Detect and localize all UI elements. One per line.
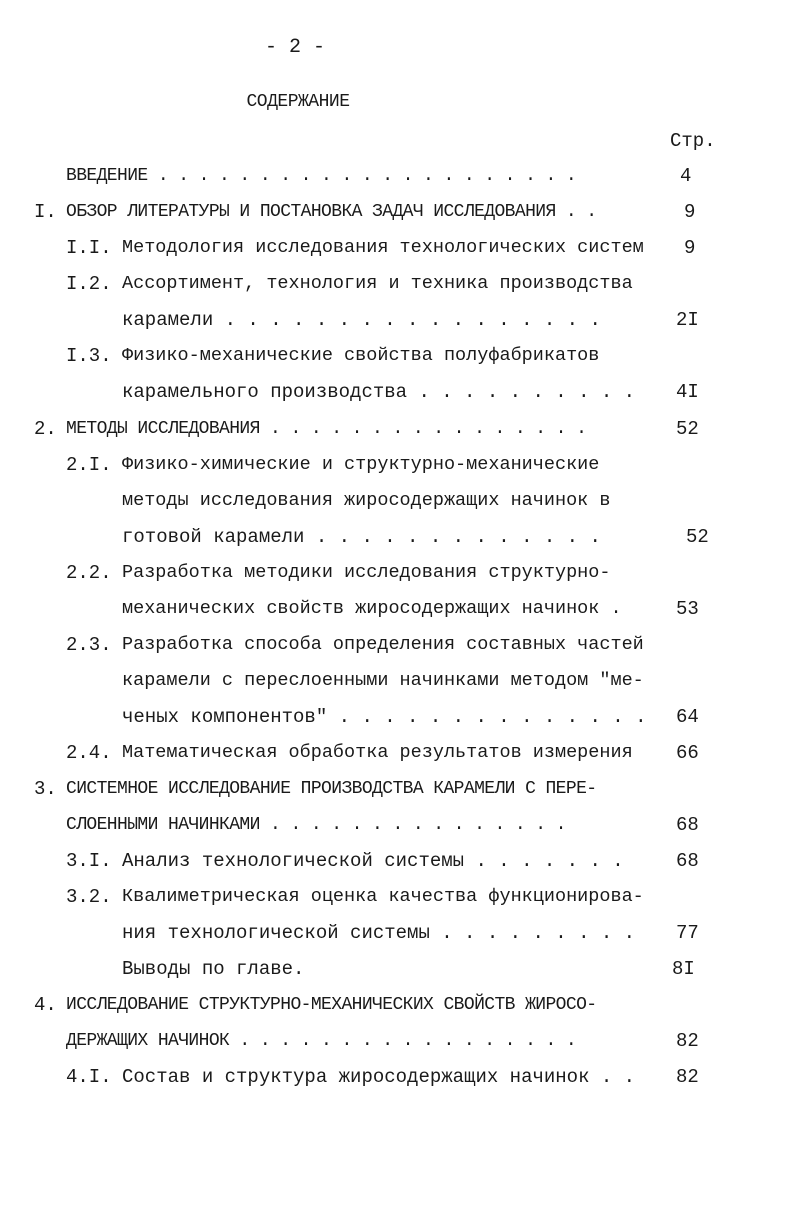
- toc-entry-text: Анализ технологической системы . . . . . . .: [122, 850, 624, 872]
- toc-entry-text: Квалиметрическая оценка качества функционирова-: [122, 886, 644, 907]
- toc-line: [0, 343, 796, 369]
- toc-entry-page: 9: [684, 201, 696, 223]
- toc-entry-text: Методология исследования технологических систем: [122, 237, 644, 258]
- toc-line: [0, 524, 796, 550]
- toc-entry-page: 82: [676, 1066, 699, 1088]
- toc-entry-number: 4.: [34, 994, 57, 1016]
- toc-entry-number: 3.: [34, 778, 57, 800]
- toc-entry-page: 52: [676, 418, 699, 440]
- toc-entry-number: 2.3.: [66, 634, 112, 656]
- toc-line: [0, 163, 796, 189]
- toc-entry-text: СИСТЕМНОЕ ИССЛЕДОВАНИЕ ПРОИЗВОДСТВА КАРАМЕЛИ С ПЕРЕ-: [66, 779, 597, 799]
- toc-entry-number: 2.2.: [66, 562, 112, 584]
- toc-entry-number: I.: [34, 201, 57, 223]
- toc-entry-number: 2.I.: [66, 454, 112, 476]
- toc-line: [0, 776, 796, 802]
- toc-entry-page: 8I: [672, 958, 695, 980]
- toc-entry-text: ния технологической системы . . . . . . . . .: [122, 922, 636, 944]
- toc-entry-text: Разработка способа определения составных частей: [122, 634, 644, 655]
- toc-entry-number: 4.I.: [66, 1066, 112, 1088]
- toc-line: [0, 956, 796, 982]
- toc-line: [0, 307, 796, 333]
- toc-entry-page: 66: [676, 742, 699, 764]
- toc-entry-text: Физико-механические свойства полуфабрикатов: [122, 345, 600, 366]
- toc-entry-text: Физико-химические и структурно-механические: [122, 454, 600, 475]
- toc-line: [0, 812, 796, 838]
- toc-entry-page: 77: [676, 922, 699, 944]
- toc-entry-text: Математическая обработка результатов измерения: [122, 742, 633, 763]
- toc-entry-page: 68: [676, 814, 699, 836]
- toc-line: [0, 199, 796, 225]
- toc-entry-text: карамельного производства . . . . . . . . . .: [122, 381, 636, 403]
- toc-line: [0, 740, 796, 766]
- toc-entry-page: 2I: [676, 309, 699, 331]
- page-title: СОДЕРЖАНИЕ: [246, 92, 350, 112]
- toc-entry-text: Ассортимент, технология и техника производства: [122, 273, 633, 294]
- toc-entry-text: готовой карамели . . . . . . . . . . . . .: [122, 526, 601, 548]
- toc-line: [0, 632, 796, 658]
- toc-line: [0, 704, 796, 730]
- toc-entry-text: механических свойств жиросодержащих начинок .: [122, 598, 622, 619]
- toc-entry-text: ОБЗОР ЛИТЕРАТУРЫ И ПОСТАНОВКА ЗАДАЧ ИССЛЕДОВАНИЯ . .: [66, 202, 597, 222]
- toc-line: [0, 668, 796, 694]
- toc-line: [0, 992, 796, 1018]
- toc-entry-text: Разработка методики исследования структурно-: [122, 562, 611, 583]
- toc-entry-text: карамели с переслоенными начинками методом "ме-: [122, 670, 644, 691]
- toc-entry-number: 2.: [34, 418, 57, 440]
- toc-line: [0, 1028, 796, 1054]
- toc-entry-text: ИССЛЕДОВАНИЕ СТРУКТУРНО-МЕХАНИЧЕСКИХ СВОЙСТВ ЖИРОСО-: [66, 995, 597, 1015]
- toc-line: [0, 1064, 796, 1090]
- toc-entry-text: ВВЕДЕНИЕ . . . . . . . . . . . . . . . . . . . . .: [66, 166, 577, 186]
- toc-line: [0, 848, 796, 874]
- toc-entry-text: карамели . . . . . . . . . . . . . . . . .: [122, 309, 601, 331]
- toc-entry-text: МЕТОДЫ ИССЛЕДОВАНИЯ . . . . . . . . . . . . . . . .: [66, 419, 587, 439]
- toc-entry-page: 4I: [676, 381, 699, 403]
- toc-line: [0, 488, 796, 514]
- toc-entry-number: I.I.: [66, 237, 112, 259]
- toc-entry-text: Состав и структура жиросодержащих начинок . .: [122, 1066, 636, 1088]
- toc-entry-number: 3.I.: [66, 850, 112, 872]
- page-column-label: Стр.: [670, 130, 716, 152]
- toc-entry-number: 2.4.: [66, 742, 112, 764]
- toc-line: [0, 560, 796, 586]
- toc-entry-page: 68: [676, 850, 699, 872]
- toc-entry-number: I.2.: [66, 273, 112, 295]
- toc-entry-page: 9: [684, 237, 696, 259]
- toc-entry-text: ДЕРЖАЩИХ НАЧИНОК . . . . . . . . . . . . . . . . .: [66, 1031, 577, 1051]
- toc-entry-number: I.3.: [66, 345, 112, 367]
- toc-entry-page: 4: [680, 165, 692, 187]
- toc-entry-page: 82: [676, 1030, 699, 1052]
- page-number: - 2 -: [264, 36, 325, 59]
- toc-entry-text: ченых компонентов" . . . . . . . . . . . . . .: [122, 706, 647, 728]
- toc-line: [0, 596, 796, 622]
- toc-line: [0, 416, 796, 442]
- toc-entry-page: 52: [686, 526, 709, 548]
- toc-entry-page: 64: [676, 706, 699, 728]
- toc-line: [0, 235, 796, 261]
- toc-entry-text: методы исследования жиросодержащих начинок в: [122, 490, 611, 511]
- toc-line: [0, 884, 796, 910]
- toc-line: [0, 920, 796, 946]
- toc-line: [0, 271, 796, 297]
- toc-line: [0, 379, 796, 405]
- toc-entry-number: 3.2.: [66, 886, 112, 908]
- toc-entry-text: СЛОЕННЫМИ НАЧИНКАМИ . . . . . . . . . . . . . . .: [66, 815, 566, 835]
- toc-entry-text: Выводы по главе.: [122, 958, 305, 980]
- toc-entry-page: 53: [676, 598, 699, 620]
- toc-line: [0, 452, 796, 478]
